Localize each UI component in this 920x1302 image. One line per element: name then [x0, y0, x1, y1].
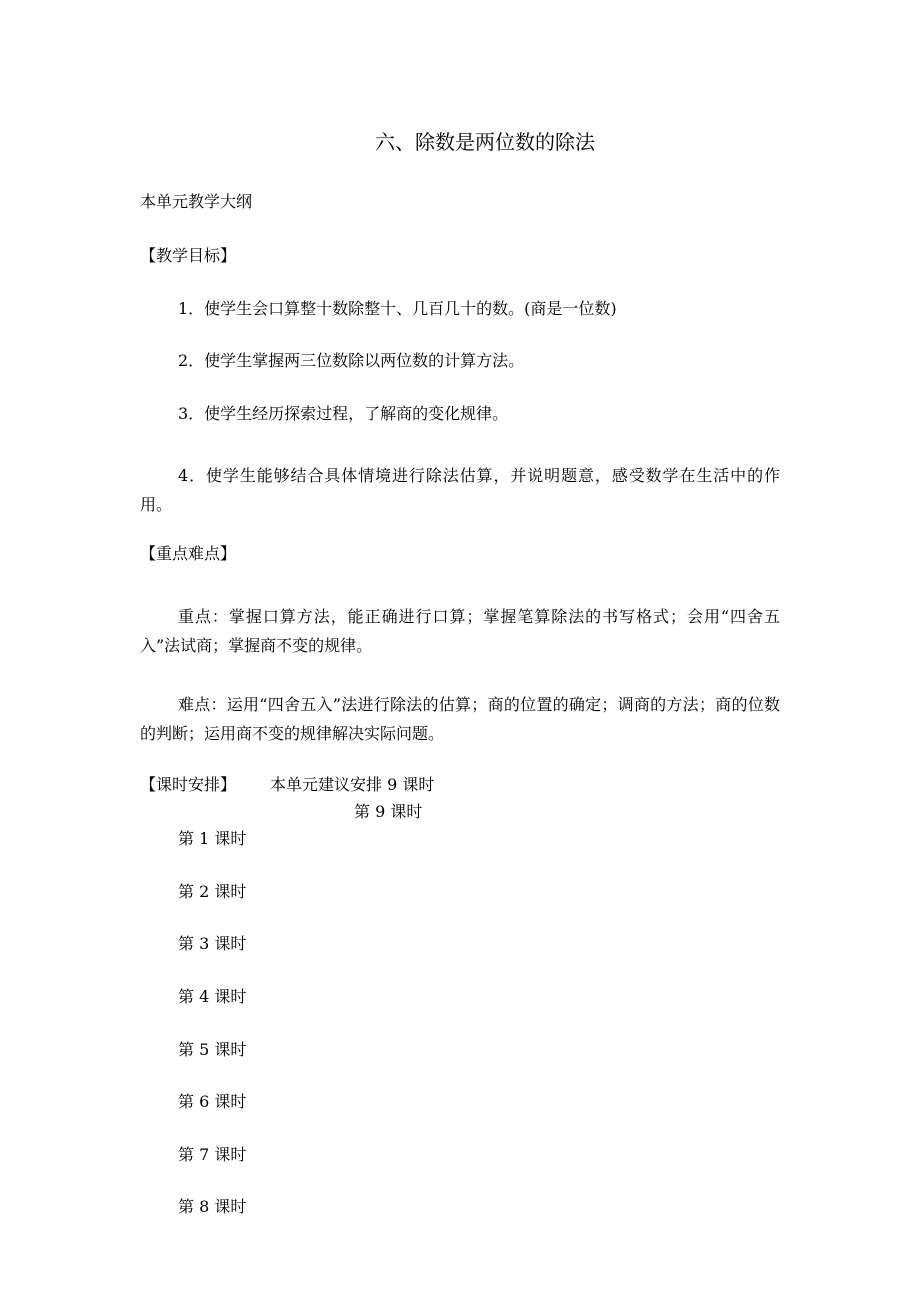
goal-item: 3．使学生经历探索过程，了解商的变化规律。	[178, 404, 509, 423]
lesson-item: 第 5 课时	[178, 1040, 247, 1059]
goals-heading: 【教学目标】	[140, 246, 237, 265]
lesson-item: 第 8 课时	[178, 1197, 247, 1216]
schedule-note: 本单元建议安排 9 课时	[270, 775, 435, 794]
lesson-item: 第 3 课时	[178, 934, 247, 953]
outline-heading: 本单元教学大纲	[140, 192, 253, 211]
lesson-item: 第 1 课时	[178, 829, 247, 848]
goal-item: 2．使学生掌握两三位数除以两位数的计算方法。	[178, 351, 525, 370]
lesson-item: 第 6 课时	[178, 1092, 247, 1111]
document-title: 六、除数是两位数的除法	[375, 130, 595, 154]
schedule-heading: 【课时安排】	[140, 775, 237, 794]
goal-item: 1．使学生会口算整十数除整十、几百几十的数。(商是一位数)	[178, 299, 617, 318]
difficult-point-paragraph: 难点：运用“四舍五入”法进行除法的估算；商的位置的确定；调商的方法；商的位数的判断；运用商不变的规律解决实际问题。	[140, 695, 780, 743]
keypoints-heading: 【重点难点】	[140, 544, 237, 563]
lesson-item: 第 7 课时	[178, 1145, 247, 1164]
goal-item: 4．使学生能够结合具体情境进行除法估算，并说明题意，感受数学在生活中的作用。	[140, 466, 780, 514]
lesson-item: 第 9 课时	[354, 802, 423, 821]
key-point-paragraph: 重点：掌握口算方法，能正确进行口算；掌握笔算除法的书写格式；会用“四舍五入”法试商；掌握商不变的规律。	[140, 607, 780, 655]
lesson-item: 第 2 课时	[178, 882, 247, 901]
lesson-item: 第 4 课时	[178, 987, 247, 1006]
